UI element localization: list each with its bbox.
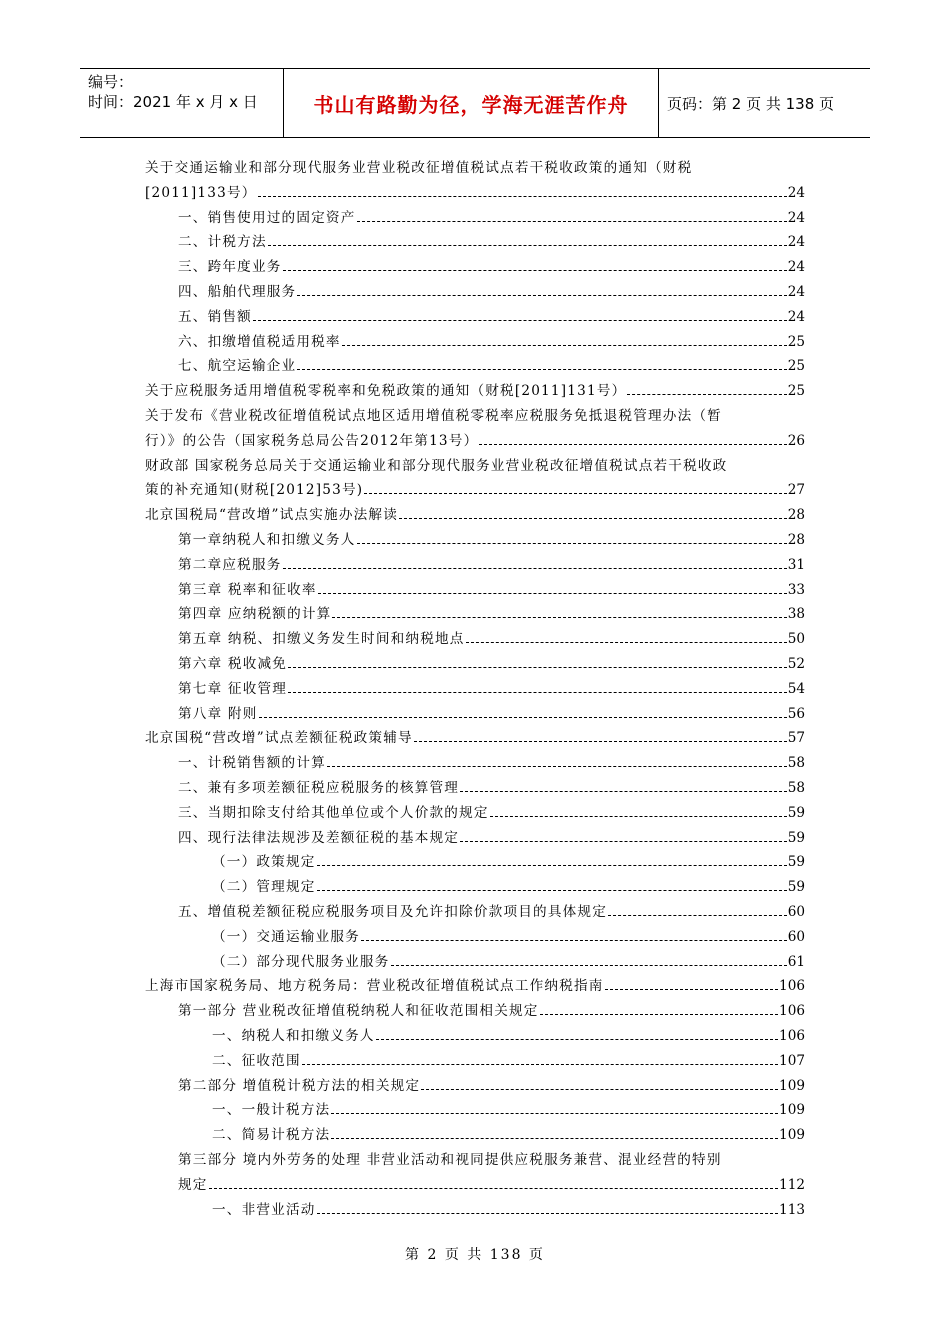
toc-entry-page: 106 [779, 1003, 805, 1019]
toc-entry-page: 28 [787, 532, 805, 548]
toc-dot-leader [466, 642, 787, 643]
toc-dot-leader [317, 1213, 778, 1214]
toc-entry[interactable] [178, 305, 805, 329]
toc-entry-page: 24 [787, 210, 805, 226]
toc-entry[interactable] [178, 801, 805, 825]
toc-entry-page: 28 [787, 507, 805, 523]
toc-entry-page: 25 [787, 334, 805, 350]
toc-entry[interactable] [145, 726, 805, 750]
toc-entry-page: 107 [779, 1053, 805, 1069]
toc-dot-leader [460, 841, 787, 842]
toc-entry-page: 106 [779, 1028, 805, 1044]
toc-entry-page: 25 [787, 383, 805, 399]
toc-dot-leader [259, 717, 787, 718]
toc-entry-title: 第七章 征收管理 [178, 681, 288, 697]
toc-entry-title: （一）政策规定 [212, 854, 316, 870]
toc-dot-leader [391, 965, 787, 966]
page-header [80, 68, 870, 138]
toc-entry-page: 112 [779, 1177, 805, 1193]
toc-entry-title: 五、销售额 [178, 309, 252, 325]
document-number-label: 编号： [88, 73, 134, 91]
toc-entry[interactable] [212, 875, 805, 899]
toc-dot-leader [332, 617, 786, 618]
toc-dot-leader [479, 444, 786, 445]
toc-entry[interactable] [178, 578, 805, 602]
toc-entry[interactable] [212, 1049, 805, 1073]
toc-entry-page: 109 [779, 1127, 805, 1143]
toc-entry[interactable] [212, 1024, 805, 1048]
toc-dot-leader [357, 543, 787, 544]
toc-entry-page: 24 [787, 309, 805, 325]
toc-dot-leader [288, 692, 787, 693]
toc-entry[interactable] [178, 776, 805, 800]
toc-dot-leader [421, 1089, 778, 1090]
toc-entry[interactable] [178, 1148, 722, 1172]
toc-entry-page: 33 [787, 582, 805, 598]
toc-entry[interactable] [178, 280, 805, 304]
toc-entry-title: 一、纳税人和扣缴义务人 [212, 1028, 375, 1044]
toc-entry-page: 59 [787, 830, 805, 846]
toc-entry[interactable] [145, 503, 805, 527]
toc-entry[interactable] [212, 950, 805, 974]
toc-dot-leader [327, 766, 787, 767]
toc-entry-title: [2011]133号） [145, 185, 257, 201]
toc-entry-title: 关于发布《营业税改征增值税试点地区适用增值税零税率应税服务免抵退税管理办法（暂 [145, 408, 722, 424]
toc-entry-page: 50 [787, 631, 805, 647]
toc-entry-page: 59 [787, 805, 805, 821]
toc-entry-page: 52 [787, 656, 805, 672]
toc-entry-title: 三、当期扣除支付给其他单位或个人价款的规定 [178, 805, 489, 821]
toc-dot-leader [414, 741, 787, 742]
toc-dot-leader [283, 270, 787, 271]
toc-entry-page: 24 [787, 234, 805, 250]
toc-entry-title: 北京国税“营改增”试点差额征税政策辅导 [145, 730, 413, 746]
toc-entry-title: 第三章 税率和征收率 [178, 582, 317, 598]
toc-entry-title: 三、跨年度业务 [178, 259, 282, 275]
toc-entry[interactable] [178, 206, 805, 230]
header-motto: 书山有路勤为径，学海无涯苦作舟 [283, 69, 659, 137]
toc-entry[interactable] [178, 627, 805, 651]
toc-entry[interactable] [178, 702, 805, 726]
toc-entry-title: 七、航空运输企业 [178, 358, 297, 374]
toc-entry-title: 第八章 附则 [178, 706, 258, 722]
toc-dot-leader [297, 295, 786, 296]
toc-entry-title: 第二部分 增值税计税方法的相关规定 [178, 1078, 421, 1094]
toc-entry-page: 109 [779, 1078, 805, 1094]
toc-entry-title: 第六章 税收减免 [178, 656, 288, 672]
toc-entry-title: 一、一般计税方法 [212, 1102, 331, 1118]
toc-dot-leader [297, 369, 786, 370]
header-meta [88, 72, 258, 112]
toc-entry-title: 第五章 纳税、扣缴义务发生时间和纳税地点 [178, 631, 465, 647]
toc-entry[interactable] [178, 354, 805, 378]
toc-entry-page: 60 [787, 929, 805, 945]
toc-dot-leader [357, 221, 787, 222]
toc-entry-title: 二、征收范围 [212, 1053, 301, 1069]
toc-entry[interactable] [145, 379, 805, 403]
toc-dot-leader [342, 345, 787, 346]
toc-entry-title: 第四章 应纳税额的计算 [178, 606, 332, 622]
toc-entry[interactable] [178, 826, 805, 850]
toc-dot-leader [361, 940, 787, 941]
toc-entry[interactable] [145, 478, 805, 502]
toc-entry-title: 二、兼有多项差额征税应税服务的核算管理 [178, 780, 460, 796]
toc-entry[interactable] [145, 429, 805, 453]
toc-dot-leader [399, 518, 787, 519]
toc-entry[interactable] [178, 1173, 805, 1197]
toc-entry-page: 56 [787, 706, 805, 722]
toc-entry-title: 一、非营业活动 [212, 1202, 316, 1218]
toc-entry-title: 关于应税服务适用增值税零税率和免税政策的通知（财税[2011]131号） [145, 383, 627, 399]
toc-entry[interactable] [178, 528, 805, 552]
toc-entry-page: 106 [779, 978, 805, 994]
toc-entry-title: 上海市国家税务局、地方税务局：营业税改征增值税试点工作纳税指南 [145, 978, 604, 994]
toc-entry-page: 59 [787, 854, 805, 870]
toc-entry-page: 25 [787, 358, 805, 374]
toc-entry-title: 行）》的公告（国家税务总局公告2012年第13号） [145, 433, 479, 449]
toc-dot-leader [376, 1039, 778, 1040]
toc-entry[interactable] [178, 553, 805, 577]
toc-entry-title: 第二章应税服务 [178, 557, 282, 573]
toc-dot-leader [460, 791, 787, 792]
toc-entry[interactable] [145, 404, 722, 428]
toc-entry-page: 27 [787, 482, 805, 498]
header-page-info: 页码：第 2 页 共 138 页 [667, 95, 835, 113]
toc-entry[interactable] [212, 925, 805, 949]
toc-entry-title: 规定 [178, 1177, 208, 1193]
toc-entry[interactable] [212, 1123, 805, 1147]
toc-entry-title: （一）交通运输业服务 [212, 929, 360, 945]
toc-entry-page: 60 [787, 904, 805, 920]
toc-entry-title: 一、销售使用过的固定资产 [178, 210, 356, 226]
toc-entry-title: 四、现行法律法规涉及差额征税的基本规定 [178, 830, 460, 846]
toc-dot-leader [605, 989, 778, 990]
toc-entry[interactable] [145, 974, 805, 998]
document-time-label: 时间：2021 年 x 月 x 日 [88, 93, 258, 111]
toc-dot-leader [364, 493, 786, 494]
toc-dot-leader [302, 1064, 778, 1065]
toc-entry-page: 31 [787, 557, 805, 573]
toc-entry[interactable] [212, 1198, 805, 1222]
toc-entry-title: （二）部分现代服务业服务 [212, 954, 390, 970]
toc-entry-title: 第三部分 境内外劳务的处理 非营业活动和视同提供应税服务兼营、混业经营的特别 [178, 1152, 722, 1168]
toc-entry[interactable] [178, 652, 805, 676]
page-footer: 第 2 页 共 138 页 [405, 1247, 545, 1263]
toc-entry-page: 24 [787, 259, 805, 275]
toc-entry[interactable] [178, 751, 805, 775]
toc-entry-page: 57 [787, 730, 805, 746]
toc-dot-leader [283, 568, 787, 569]
toc-entry-title: 五、增值税差额征税应税服务项目及允许扣除价款项目的具体规定 [178, 904, 608, 920]
toc-entry-title: 策的补充通知(财税[2012]53号) [145, 482, 364, 498]
toc-entry-title: 一、计税销售额的计算 [178, 755, 326, 771]
toc-entry[interactable] [212, 850, 805, 874]
toc-entry-page: 58 [787, 780, 805, 796]
toc-entry-title: 北京国税局“营改增”试点实施办法解读 [145, 507, 398, 523]
toc-entry[interactable] [145, 181, 805, 205]
toc-entry-title: 六、扣缴增值税适用税率 [178, 334, 341, 350]
toc-entry-title: 第一部分 营业税改征增值税纳税人和征收范围相关规定 [178, 1003, 539, 1019]
toc-entry[interactable] [145, 454, 727, 478]
toc-entry-page: 24 [787, 185, 805, 201]
toc-dot-leader [318, 593, 787, 594]
toc-entry[interactable] [178, 999, 805, 1023]
toc-entry[interactable] [145, 156, 692, 180]
toc-dot-leader [209, 1188, 778, 1189]
toc-entry-title: 财政部 国家税务总局关于交通运输业和部分现代服务业营业税改征增值税试点若干税收政 [145, 458, 728, 474]
toc-dot-leader [258, 196, 787, 197]
toc-dot-leader [608, 915, 787, 916]
toc-dot-leader [627, 394, 786, 395]
toc-entry-page: 24 [787, 284, 805, 300]
toc-entry[interactable] [178, 602, 805, 626]
toc-dot-leader [490, 816, 787, 817]
toc-entry-page: 109 [779, 1102, 805, 1118]
toc-entry[interactable] [212, 1098, 805, 1122]
toc-dot-leader [331, 1138, 778, 1139]
toc-dot-leader [253, 320, 787, 321]
toc-entry-page: 61 [787, 954, 805, 970]
toc-entry[interactable] [178, 900, 805, 924]
toc-entry-page: 59 [787, 879, 805, 895]
toc-dot-leader [540, 1014, 778, 1015]
toc-entry[interactable] [178, 330, 805, 354]
toc-dot-leader [268, 245, 787, 246]
toc-entry[interactable] [178, 255, 805, 279]
toc-entry-title: （二）管理规定 [212, 879, 316, 895]
toc-entry-page: 58 [787, 755, 805, 771]
toc-entry-title: 关于交通运输业和部分现代服务业营业税改征增值税试点若干税收政策的通知（财税 [145, 160, 693, 176]
toc-dot-leader [317, 890, 787, 891]
toc-entry-page: 54 [787, 681, 805, 697]
toc-entry[interactable] [178, 230, 805, 254]
toc-dot-leader [317, 865, 787, 866]
toc-entry-title: 第一章纳税人和扣缴义务人 [178, 532, 356, 548]
toc-dot-leader [331, 1113, 778, 1114]
toc-entry-title: 二、计税方法 [178, 234, 267, 250]
toc-entry-title: 四、船舶代理服务 [178, 284, 297, 300]
toc-entry-page: 26 [787, 433, 805, 449]
toc-dot-leader [288, 667, 787, 668]
toc-entry-title: 二、简易计税方法 [212, 1127, 331, 1143]
toc-entry-page: 38 [787, 606, 805, 622]
toc-entry[interactable] [178, 1074, 805, 1098]
toc-entry-page: 113 [779, 1202, 805, 1218]
toc-entry[interactable] [178, 677, 805, 701]
